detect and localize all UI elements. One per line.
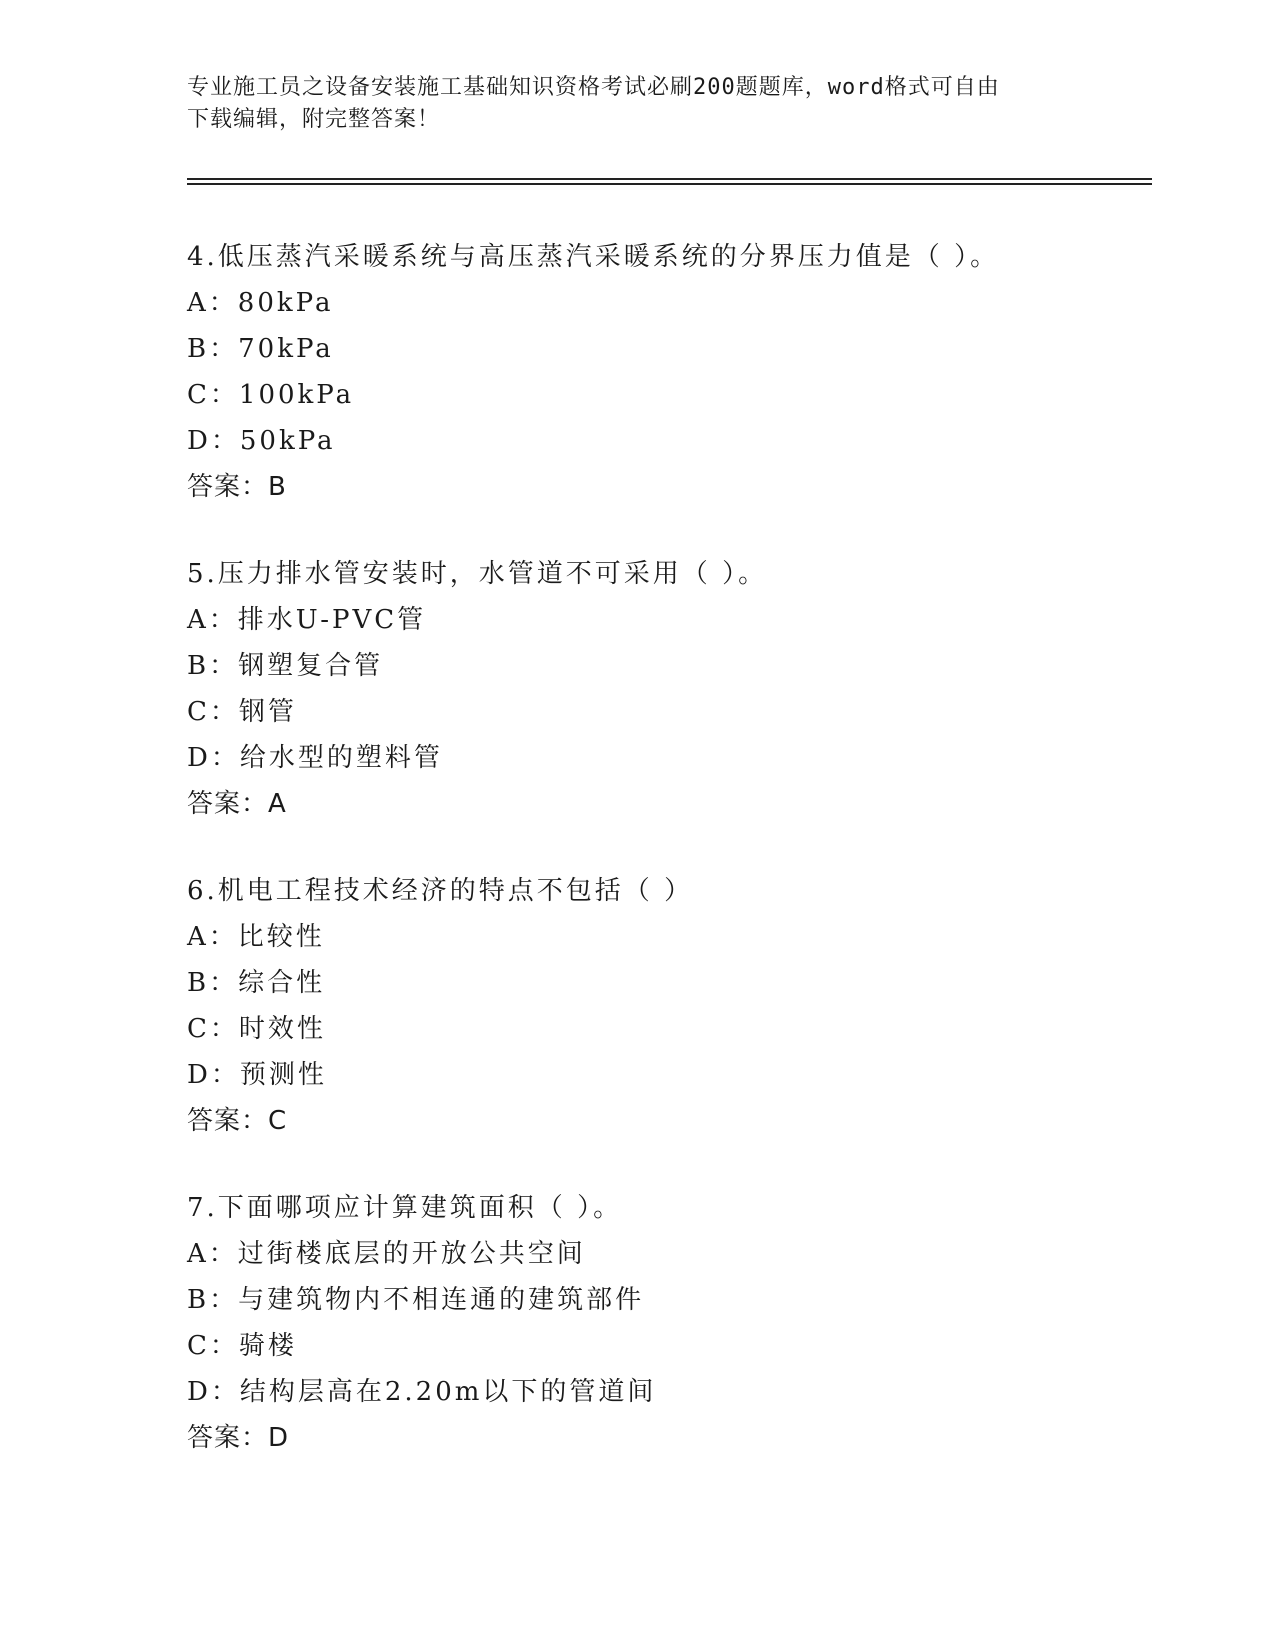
- question-list: [187, 234, 1152, 1502]
- answer-line: 答案：B: [187, 472, 287, 502]
- answer-line: 答案：C: [187, 1106, 288, 1136]
- option-text: 排水U-PVC管: [237, 605, 427, 635]
- answer-line: 答案：D: [187, 1423, 290, 1453]
- option-c: [187, 1323, 1152, 1369]
- option-key: C：: [187, 380, 239, 410]
- document-header: [187, 72, 1067, 136]
- option-b: [187, 643, 1152, 689]
- option-text: 过街楼底层的开放公共空间: [237, 1239, 586, 1269]
- option-d: [187, 735, 1152, 781]
- option-key: B：: [187, 1285, 239, 1315]
- option-text: 70kPa: [238, 334, 334, 364]
- question-7: [187, 1185, 1152, 1461]
- option-text: 预测性: [239, 1060, 327, 1090]
- option-d: [187, 1369, 1152, 1415]
- option-text: 综合性: [238, 968, 326, 998]
- question-6: [187, 868, 1152, 1144]
- option-b: [187, 1277, 1152, 1323]
- header-line-1: 专业施工员之设备安装施工基础知识资格考试必刷200题题库，word格式可自由: [187, 75, 1000, 100]
- option-a: [187, 597, 1152, 643]
- option-key: C：: [187, 1331, 239, 1361]
- option-c: [187, 1006, 1152, 1052]
- answer-line: 答案：A: [187, 789, 287, 819]
- option-key: C：: [187, 697, 239, 727]
- option-c: [187, 689, 1152, 735]
- option-text: 钢管: [238, 697, 297, 727]
- option-key: D：: [187, 1060, 240, 1090]
- option-key: B：: [187, 968, 239, 998]
- header-divider-bottom: [187, 183, 1152, 185]
- option-b: [187, 960, 1152, 1006]
- option-text: 比较性: [237, 922, 325, 952]
- option-text: 钢塑复合管: [238, 651, 384, 681]
- option-text: 结构层高在2.20m以下的管道间: [239, 1377, 657, 1407]
- option-key: B：: [187, 651, 239, 681]
- option-a: [187, 914, 1152, 960]
- question-stem: 4.低压蒸汽采暖系统与高压蒸汽采暖系统的分界压力值是（ ）。: [187, 242, 1000, 272]
- header-divider-top: [187, 178, 1152, 180]
- question-4: [187, 234, 1152, 510]
- option-text: 时效性: [238, 1014, 326, 1044]
- option-c: [187, 372, 1152, 418]
- option-key: A：: [187, 605, 238, 635]
- option-key: A：: [187, 288, 238, 318]
- option-d: [187, 1052, 1152, 1098]
- option-text: 给水型的塑料管: [239, 743, 443, 773]
- option-text: 80kPa: [237, 288, 334, 318]
- option-d: [187, 418, 1152, 464]
- question-stem: 5.压力排水管安装时，水管道不可采用（ ）。: [187, 559, 768, 589]
- header-line-2: 下载编辑，附完整答案！: [187, 107, 441, 132]
- option-key: A：: [187, 922, 238, 952]
- option-text: 与建筑物内不相连通的建筑部件: [238, 1285, 645, 1315]
- question-5: [187, 551, 1152, 827]
- option-a: [187, 280, 1152, 326]
- option-text: 100kPa: [238, 380, 355, 410]
- option-b: [187, 326, 1152, 372]
- option-key: D：: [187, 426, 240, 456]
- question-stem: 7.下面哪项应计算建筑面积（ ）。: [187, 1193, 623, 1223]
- option-a: [187, 1231, 1152, 1277]
- option-text: 50kPa: [239, 426, 336, 456]
- question-stem: 6.机电工程技术经济的特点不包括（ ）: [187, 876, 694, 906]
- option-text: 骑楼: [238, 1331, 297, 1361]
- option-key: B：: [187, 334, 239, 364]
- option-key: D：: [187, 1377, 240, 1407]
- option-key: A：: [187, 1239, 238, 1269]
- option-key: C：: [187, 1014, 239, 1044]
- option-key: D：: [187, 743, 240, 773]
